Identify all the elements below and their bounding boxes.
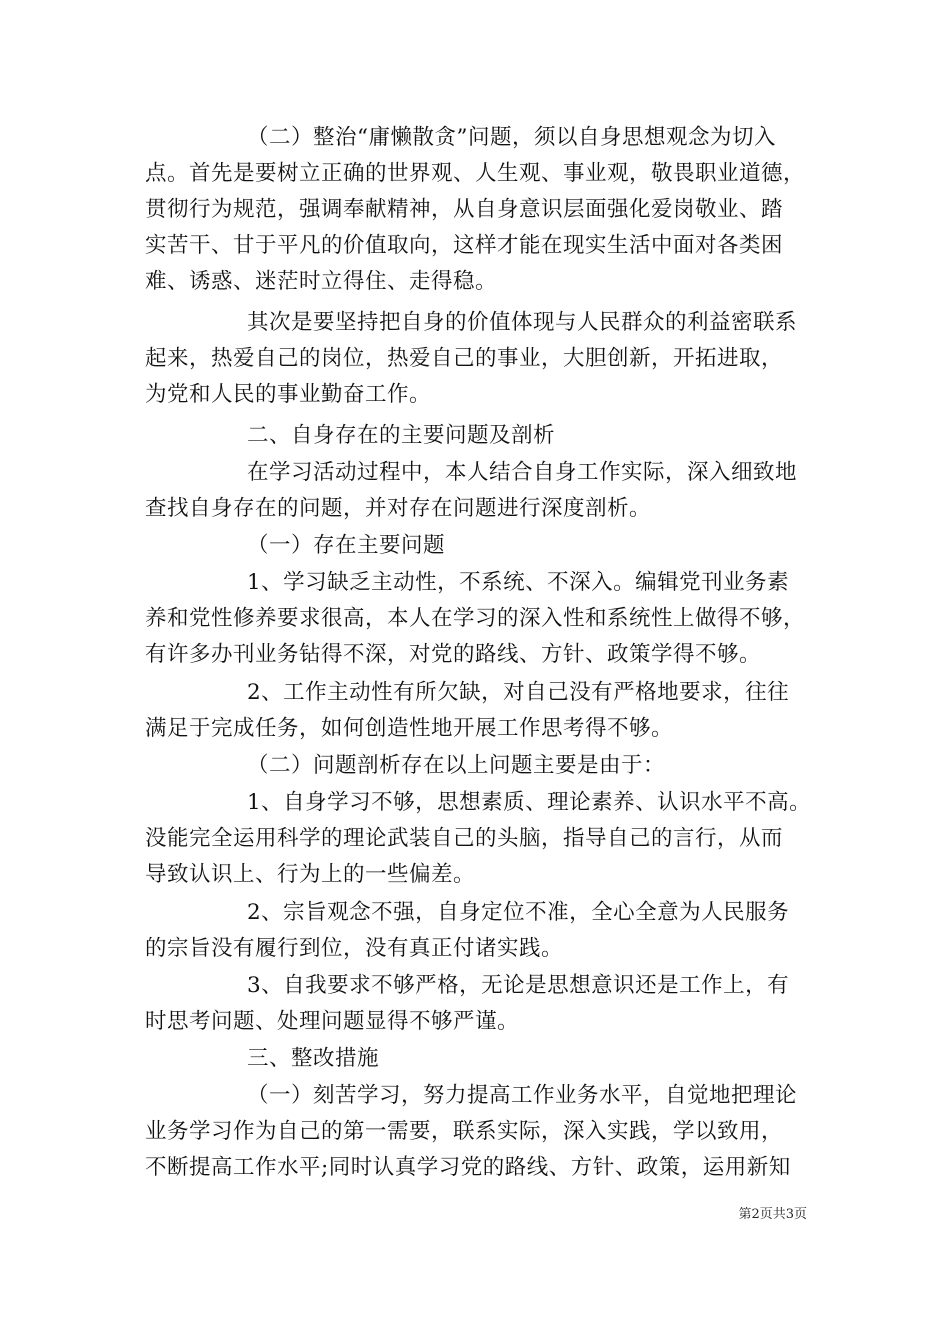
text-line: 贯彻行为规范，强调奉献精神，从自身意识层面强化爱岗敬业、踏 [145, 197, 784, 222]
paragraph-analysis-3 [145, 968, 813, 1040]
text-line: 1、自身学习不够，思想素质、理论素养、认识水平不高。 [247, 790, 812, 815]
text-line: 3、自我要求不够严格，无论是思想意识还是工作上，有 [247, 973, 790, 998]
text-line: 不断提高工作水平;同时认真学习党的路线、方针、政策，运用新知 [145, 1155, 791, 1180]
section-heading-problems [145, 418, 813, 454]
text-line: 为党和人民的事业勤奋工作。 [145, 382, 432, 407]
paragraph-analysis-1 [145, 785, 813, 893]
text-line: 的宗旨没有履行到位，没有真正付诸实践。 [145, 936, 564, 961]
paragraph-measure-1 [145, 1078, 813, 1186]
text-line: 有许多办刊业务钻得不深，对党的路线、方针、政策学得不够。 [145, 642, 762, 667]
paragraph-intro-problems [145, 455, 813, 527]
text-line: 1、学习缺乏主动性，不系统、不深入。编辑党刊业务素 [247, 570, 790, 595]
text-line: 三、整改措施 [247, 1046, 380, 1071]
text-line: 2、宗旨观念不强，自身定位不准，全心全意为人民服务 [247, 900, 790, 925]
text-line: 业务学习作为自己的第一需要，联系实际，深入实践，学以致用， [145, 1119, 784, 1144]
text-line: （二）整治“庸懒散贪”问题，须以自身思想观念为切入 [247, 125, 776, 150]
text-line: 起来，热爱自己的岗位，热爱自己的事业，大胆创新，开拓进取， [145, 346, 784, 371]
text-line: 时思考问题、处理问题显得不够严谨。 [145, 1009, 520, 1034]
text-line: 没能完全运用科学的理论武装自己的头脑，指导自己的言行，从而 [145, 826, 784, 851]
text-line: 2、工作主动性有所欠缺，对自己没有严格地要求，往往 [247, 680, 790, 705]
text-line: 二、自身存在的主要问题及剖析 [247, 423, 556, 448]
paragraph-problem-2 [145, 675, 813, 747]
text-line: 其次是要坚持把自身的价值体现与人民群众的利益密联系 [247, 310, 798, 335]
text-line: 难、诱惑、迷茫时立得住、走得稳。 [145, 269, 498, 294]
text-line: 导致认识上、行为上的一些偏差。 [145, 862, 476, 887]
text-line: （一）存在主要问题 [247, 533, 446, 558]
page-number: 第2页共3页 [738, 1207, 807, 1222]
paragraph-problem-1 [145, 565, 813, 673]
text-line: 满足于完成任务，如何创造性地开展工作思考得不够。 [145, 716, 674, 741]
text-line: 点。首先是要树立正确的世界观、人生观、事业观，敬畏职业道德， [145, 161, 806, 186]
paragraph-values [145, 305, 813, 413]
paragraph-rectify-mindset [145, 120, 813, 300]
text-line: 查找自身存在的问题，并对存在问题进行深度剖析。 [145, 496, 652, 521]
paragraph-analysis-2 [145, 895, 813, 967]
text-line: 养和党性修养要求很高，本人在学习的深入性和系统性上做得不够， [145, 606, 806, 631]
text-line: 实苦干、甘于平凡的价值取向，这样才能在现实生活中面对各类困 [145, 233, 784, 258]
text-line: （一）刻苦学习，努力提高工作业务水平，自觉地把理论 [247, 1083, 798, 1108]
text-line: 在学习活动过程中，本人结合自身工作实际，深入细致地 [247, 460, 798, 485]
section-heading-measures [145, 1041, 813, 1077]
text-line: （二）问题剖析存在以上问题主要是由于： [247, 753, 666, 778]
subheading-main-problems [145, 528, 813, 564]
subheading-analysis [145, 748, 813, 784]
